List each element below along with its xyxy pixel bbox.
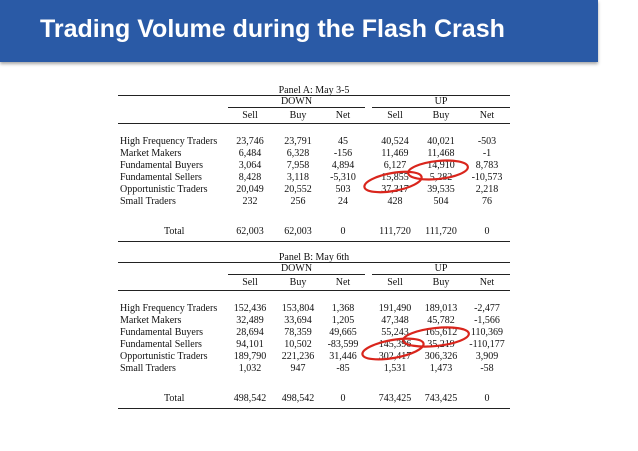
table-cell: 6,484: [238, 148, 262, 159]
table-cell: 94,101: [236, 339, 264, 350]
row-label: Small Traders: [120, 196, 176, 207]
total-cell: 111,720: [425, 226, 457, 237]
table-cell: 45,782: [427, 315, 455, 326]
row-label: Fundamental Buyers: [120, 327, 204, 338]
table-cell: 110,369: [470, 327, 504, 338]
panel-caption: Panel A: May 3-5: [278, 85, 350, 96]
row-label: Market Makers: [120, 148, 182, 159]
table-cell: 32,489: [236, 315, 264, 326]
table-cell: 428: [387, 196, 403, 207]
table-cell: -58: [480, 363, 494, 374]
group-header-down: DOWN: [280, 263, 313, 274]
table-cell: 20,552: [284, 184, 312, 195]
total-cell: 0: [484, 393, 490, 404]
total-cell: 743,425: [424, 393, 458, 404]
table-cell: 256: [290, 196, 306, 207]
total-label: Total: [164, 393, 185, 404]
table-cell: 6,127: [383, 160, 407, 171]
table-cell: -2,477: [474, 303, 500, 314]
row-label: High Frequency Traders: [120, 136, 218, 147]
table-cell: 24: [338, 196, 348, 207]
table-cell: 28,694: [236, 327, 264, 338]
table-cell: 37,317: [381, 184, 409, 195]
table-cell: -503: [477, 136, 497, 147]
total-cell: 62,003: [236, 226, 264, 237]
table-cell: 23,746: [236, 136, 264, 147]
table-cell: 14,910: [427, 160, 455, 171]
total-cell: 743,425: [378, 393, 412, 404]
row-label: Fundamental Buyers: [120, 160, 204, 171]
table-cell: 189,790: [233, 351, 267, 362]
table-cell: 2,218: [475, 184, 499, 195]
table-cell: 39,535: [427, 184, 455, 195]
table-cell: -1,566: [474, 315, 500, 326]
table-cell: 4,894: [331, 160, 355, 171]
column-header: Buy: [432, 277, 450, 288]
title-bar: [0, 0, 598, 62]
table-cell: 40,524: [381, 136, 409, 147]
table-rule: [118, 241, 510, 242]
table-cell: 232: [242, 196, 258, 207]
row-label: Market Makers: [120, 315, 182, 326]
table-rule: [228, 274, 365, 275]
table-rule: [372, 274, 510, 275]
table-panel: [0, 252, 638, 412]
column-header: Buy: [289, 110, 307, 121]
row-label: Opportunistic Traders: [120, 351, 208, 362]
table-rule: [228, 107, 365, 108]
table-cell: 47,348: [381, 315, 409, 326]
table-cell: 1,032: [238, 363, 262, 374]
table-cell: 20,049: [236, 184, 264, 195]
table-cell: 1,473: [429, 363, 453, 374]
table-rule: [118, 408, 510, 409]
group-header-down: DOWN: [280, 96, 313, 107]
column-header: Buy: [289, 277, 307, 288]
column-header: Sell: [387, 110, 403, 121]
table-cell: 221,236: [281, 351, 315, 362]
table-cell: 6,328: [286, 148, 310, 159]
table-rule: [118, 123, 510, 124]
table-cell: 11,468: [427, 148, 455, 159]
total-cell: 111,720: [379, 226, 411, 237]
table-cell: 23,791: [284, 136, 312, 147]
table-cell: 11,469: [381, 148, 409, 159]
table-cell: -156: [333, 148, 353, 159]
table-cell: -110,177: [469, 339, 505, 350]
column-header: Net: [479, 110, 495, 121]
column-header: Sell: [242, 110, 258, 121]
table-cell: 3,064: [238, 160, 262, 171]
total-cell: 498,542: [233, 393, 267, 404]
total-cell: 498,542: [281, 393, 315, 404]
table-cell: 40,021: [427, 136, 455, 147]
table-cell: 1,368: [331, 303, 355, 314]
table-cell: 152,436: [233, 303, 267, 314]
table-cell: 1,205: [331, 315, 355, 326]
total-cell: 0: [484, 226, 490, 237]
total-cell: 0: [340, 226, 346, 237]
table-cell: 947: [290, 363, 306, 374]
table-cell: 31,446: [329, 351, 357, 362]
table-cell: 15,855: [381, 172, 409, 183]
group-header-up: UP: [434, 96, 448, 107]
row-label: Opportunistic Traders: [120, 184, 208, 195]
slide-title: Trading Volume during the Flash Crash: [40, 15, 505, 43]
table-cell: 55,243: [381, 327, 409, 338]
table-rule: [118, 290, 510, 291]
row-label: Small Traders: [120, 363, 176, 374]
table-cell: 3,909: [475, 351, 499, 362]
table-cell: 76: [482, 196, 492, 207]
column-header: Buy: [432, 110, 450, 121]
table-cell: -10,573: [471, 172, 503, 183]
table-cell: 504: [433, 196, 449, 207]
column-header: Net: [335, 277, 351, 288]
table-cell: 49,665: [329, 327, 357, 338]
table-cell: 191,490: [378, 303, 412, 314]
table-cell: 35,219: [427, 339, 455, 350]
table-cell: 8,783: [475, 160, 499, 171]
table-cell: 78,359: [284, 327, 312, 338]
table-cell: 302,417: [378, 351, 412, 362]
table-cell: 306,326: [424, 351, 458, 362]
table-cell: 145,396: [378, 339, 412, 350]
row-label: Fundamental Sellers: [120, 172, 202, 183]
group-header-up: UP: [434, 263, 448, 274]
table-cell: 3,118: [286, 172, 310, 183]
table-cell: 153,804: [281, 303, 315, 314]
table-cell: -1: [482, 148, 492, 159]
table-cell: 5,282: [429, 172, 453, 183]
table-cell: 45: [338, 136, 348, 147]
column-header: Net: [335, 110, 351, 121]
total-label: Total: [164, 226, 185, 237]
column-header: Net: [479, 277, 495, 288]
panel-caption: Panel B: May 6th: [278, 252, 350, 263]
table-cell: -85: [336, 363, 350, 374]
table-cell: 10,502: [284, 339, 312, 350]
table-cell: 33,694: [284, 315, 312, 326]
table-cell: -83,599: [327, 339, 359, 350]
table-cell: -5,310: [330, 172, 356, 183]
table-cell: 165,612: [424, 327, 458, 338]
total-cell: 0: [340, 393, 346, 404]
table-panel: [0, 85, 638, 245]
total-cell: 62,003: [284, 226, 312, 237]
row-label: Fundamental Sellers: [120, 339, 202, 350]
table-cell: 503: [335, 184, 351, 195]
table-cell: 189,013: [424, 303, 458, 314]
table-cell: 1,531: [383, 363, 407, 374]
column-header: Sell: [242, 277, 258, 288]
table-cell: 8,428: [238, 172, 262, 183]
row-label: High Frequency Traders: [120, 303, 218, 314]
table-cell: 7,958: [286, 160, 310, 171]
table-rule: [372, 107, 510, 108]
column-header: Sell: [387, 277, 403, 288]
